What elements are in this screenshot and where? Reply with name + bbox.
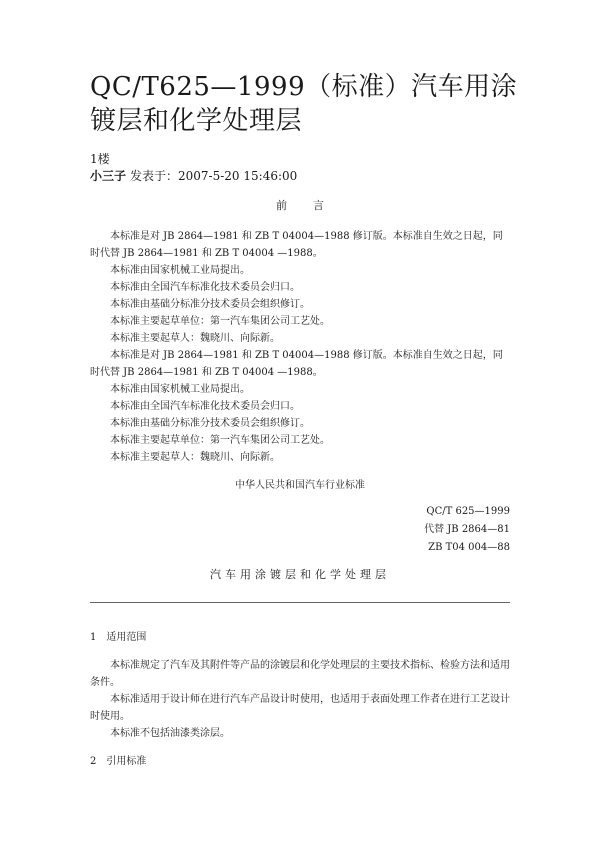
section-1-body	[90, 657, 510, 742]
divider	[90, 602, 510, 603]
foreword-paragraph: 本标准主要起草单位：第一汽车集团公司工艺处。	[110, 316, 330, 327]
section-number: 2	[90, 756, 97, 767]
section-paragraph: 本标准规定了汽车及其附件等产品的涂镀层和化学处理层的主要技术指标、检验方法和适用条件。	[90, 660, 510, 688]
foreword-paragraph: 本标准由基础分标准分技术委员会组织修订。	[110, 299, 310, 310]
foreword-paragraph: 本标准主要起草人：魏晓川、向际新。	[110, 333, 280, 344]
foreword-paragraph: 本标准由国家机械工业局提出。	[110, 265, 250, 276]
section-paragraph: 本标准适用于设计师在进行汽车产品设计时使用，也适用于表面处理工作者在进行工艺设计时使用。	[90, 694, 510, 722]
foreword-paragraph: 本标准由全国汽车标准化技术委员会归口。	[110, 282, 300, 293]
section-paragraph: 本标准不包括油漆类涂层。	[110, 728, 230, 739]
foreword-paragraph: 本标准由全国汽车标准化技术委员会归口。	[110, 401, 300, 412]
standard-code: QC/T 625—1999	[426, 506, 510, 517]
replaced-standard: 代替 JB 2864—81	[424, 524, 510, 535]
floor-number: 1楼	[90, 152, 110, 166]
foreword-paragraph: 本标准由基础分标准分技术委员会组织修订。	[110, 418, 310, 429]
issuing-organization: 中华人民共和国汽车行业标准	[235, 480, 365, 491]
foreword-paragraph: 本标准主要起草人：魏晓川、向际新。	[110, 452, 280, 463]
foreword-paragraph: 本标准主要起草单位：第一汽车集团公司工艺处。	[110, 435, 330, 446]
foreword-block-1	[90, 228, 510, 347]
post-meta	[90, 167, 297, 184]
replaced-standard: ZB T04 004—88	[428, 542, 510, 553]
section-title: 适用范围	[106, 632, 147, 643]
standard-title: 汽车用涂镀层和化学处理层	[210, 568, 390, 581]
section-number: 1	[90, 632, 97, 643]
foreword-paragraph: 本标准是对 JB 2864—1981 和 ZB T 04004—1988 修订版。本标准自生效之日起，同时代替 JB 2864—1981 和 ZB T 04004 —1988。	[90, 350, 503, 378]
foreword-paragraph: 本标准是对 JB 2864—1981 和 ZB T 04004—1988 修订版。本标准自生效之日起，同时代替 JB 2864—1981 和 ZB T 04004 —1988。	[90, 231, 503, 259]
post-time: 发表于：2007-5-20 15:46:00	[130, 169, 298, 183]
section-heading-1	[90, 628, 146, 643]
standard-codes	[424, 503, 510, 557]
foreword-heading: 前言	[276, 199, 350, 212]
author-name[interactable]: 小三子	[90, 169, 127, 183]
post-title: QC/T625—1999（标准）汽车用涂镀层和化学处理层	[90, 72, 518, 136]
foreword-block-2	[90, 347, 510, 466]
foreword-paragraph: 本标准由国家机械工业局提出。	[110, 384, 250, 395]
section-heading-2	[90, 752, 146, 767]
section-title: 引用标准	[106, 756, 147, 767]
